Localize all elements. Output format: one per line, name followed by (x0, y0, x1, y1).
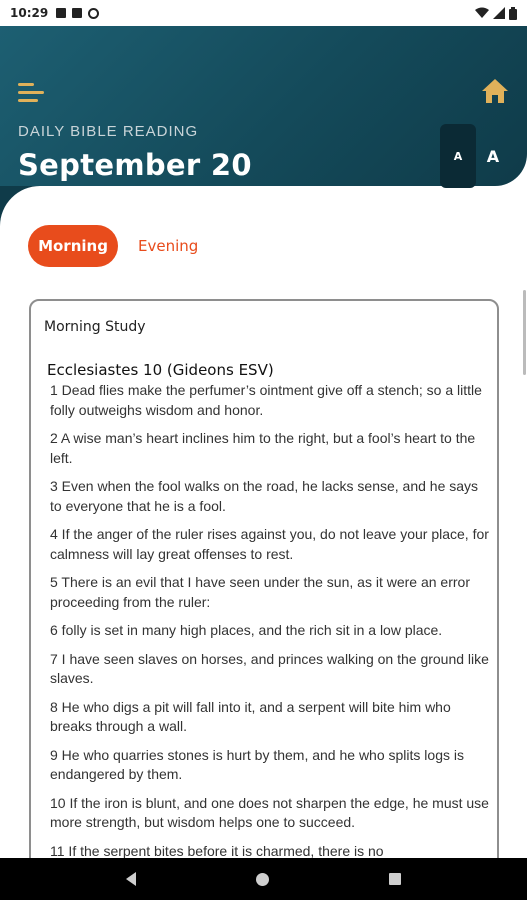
back-icon[interactable] (126, 872, 136, 886)
status-time: 10:29 (10, 6, 49, 20)
system-nav-bar (0, 858, 527, 900)
notification-icon (56, 8, 66, 18)
message-icon (72, 8, 82, 18)
scrollbar[interactable] (523, 290, 526, 375)
status-bar (0, 0, 527, 26)
status-right-icons (475, 7, 517, 20)
verse: 1 Dead flies make the perfumer’s ointment give off a stench; so a little folly outweighs wisdom and honor. (50, 382, 482, 418)
verse: 4 If the anger of the ruler rises against you, do not leave your place, for calmness will lay great offenses to rest. (50, 526, 489, 562)
verse-list (50, 381, 490, 870)
status-left-icons (56, 8, 99, 19)
battery-icon (509, 7, 517, 20)
title-underline (18, 188, 224, 190)
recent-apps-icon[interactable] (389, 873, 401, 885)
verse: 3 Even when the fool walks on the road, he lacks sense, and he says to everyone that he is a fool. (50, 478, 479, 514)
signal-icon (493, 7, 505, 19)
font-size-large-button[interactable]: A (486, 146, 500, 166)
menu-icon[interactable] (18, 81, 46, 105)
reading-tabs (28, 225, 198, 267)
verse: 5 There is an evil that I have seen under the sun, as it were an error proceeding from the ruler: (50, 574, 470, 610)
verse: 10 If the iron is blunt, and one does not sharpen the edge, he must use more strength, but wisdom helps one to succeed. (50, 794, 489, 830)
verse: 2 A wise man’s heart inclines him to the right, but a fool’s heart to the left. (50, 430, 476, 466)
home-icon[interactable] (481, 78, 509, 104)
tab-evening[interactable]: Evening (138, 237, 199, 255)
header (0, 26, 527, 186)
passage-title: Ecclesiastes 10 (Gideons ESV) (47, 361, 274, 379)
verse: 9 He who quarries stones is hurt by them, and he who splits logs is endangered by them. (50, 746, 464, 782)
card-title: Morning Study (44, 319, 146, 335)
verse: 6 folly is set in many high places, and the rich sit in a low place. (50, 622, 443, 638)
verse: 8 He who digs a pit will fall into it, and a serpent will bite him who breaks through a wall. (50, 698, 451, 734)
verse: 7 I have seen slaves on horses, and princes walking on the ground like slaves. (50, 650, 489, 686)
page-title[interactable]: September 20 (18, 148, 252, 182)
tab-morning[interactable]: Morning (28, 225, 118, 267)
wifi-icon (475, 7, 489, 19)
home-nav-icon[interactable] (256, 873, 269, 886)
verse: 11 If the serpent bites before it is charmed, there is no (50, 842, 384, 859)
font-size-small-button[interactable]: A (440, 124, 476, 188)
page-subtitle: DAILY BIBLE READING (18, 123, 199, 140)
reading-card (29, 299, 499, 899)
sync-icon (88, 8, 99, 19)
